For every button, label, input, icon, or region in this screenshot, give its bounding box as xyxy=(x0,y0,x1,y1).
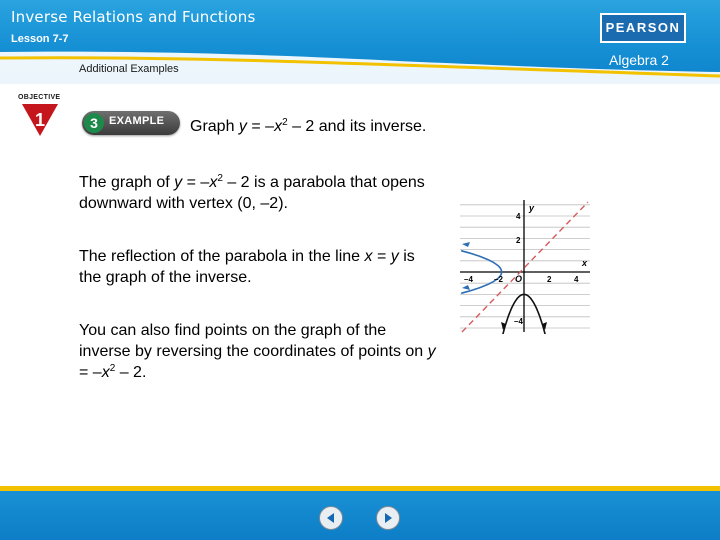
prompt-text-c: – 2 and its inverse. xyxy=(287,118,427,135)
right-arrow-icon xyxy=(377,507,399,529)
p1-text-a: The graph of xyxy=(79,174,175,191)
footer-bar xyxy=(0,486,720,540)
inverse-arrow-top xyxy=(462,242,470,247)
reflection-line xyxy=(462,202,588,332)
p1-text-c: – 2 is a parabola that opens downward with vertex (0, –2). xyxy=(79,174,425,212)
course-name: Algebra 2 xyxy=(609,52,669,68)
publisher-logo: PEARSON xyxy=(600,13,686,43)
y-tick-4: 4 xyxy=(516,212,521,221)
paragraph-vertex xyxy=(79,172,439,214)
p3-text-a: You can also find points on the graph of the inverse by reversing the coordinates of points on xyxy=(79,322,428,360)
left-arrow-icon xyxy=(320,507,342,529)
example-label: EXAMPLE xyxy=(109,115,165,127)
coordinate-graph xyxy=(458,198,592,334)
inverse-arrow-bottom xyxy=(462,285,470,290)
paragraph-reflection xyxy=(79,246,439,288)
x-tick-neg4: –4 xyxy=(464,275,473,284)
p3-var-x: x xyxy=(101,364,110,381)
y-tick-2: 2 xyxy=(516,236,521,245)
x-tick-2: 2 xyxy=(547,275,552,284)
objective-label: OBJECTIVE xyxy=(18,94,61,101)
p3-exponent: 2 xyxy=(109,363,116,374)
p3-var-y: y xyxy=(427,343,436,360)
x-tick-neg2: –2 xyxy=(494,275,503,284)
p1-var-x: x xyxy=(209,174,218,191)
lesson-number: Lesson 7-7 xyxy=(11,33,69,45)
objective-number: 1 xyxy=(34,110,46,130)
x-axis-label: x xyxy=(582,258,588,268)
p2-var-x: x xyxy=(364,248,373,265)
paragraph-reverse-coordinates xyxy=(79,320,439,383)
p2-text-a: The reflection of the parabola in the line xyxy=(79,248,365,265)
prompt-text-b: = – xyxy=(246,118,275,135)
x-tick-4: 4 xyxy=(574,275,579,284)
origin-label: O xyxy=(515,274,523,284)
example-badge xyxy=(82,111,180,135)
section-title: Additional Examples xyxy=(79,63,179,75)
example-prompt xyxy=(190,118,426,136)
p2-text-c: is the graph of the inverse. xyxy=(79,248,415,286)
p2-text-b: = xyxy=(372,248,391,265)
p3-text-c: – 2. xyxy=(115,364,147,381)
p3-text-b: = – xyxy=(79,364,102,381)
objective-shield-icon xyxy=(14,94,66,138)
prompt-var-x: x xyxy=(274,118,283,135)
next-slide-button[interactable] xyxy=(376,506,400,530)
previous-slide-button[interactable] xyxy=(319,506,343,530)
p2-var-y: y xyxy=(390,248,399,265)
p1-text-b: = – xyxy=(182,174,210,191)
deck-title: Inverse Relations and Functions xyxy=(11,8,256,26)
y-axis-label: y xyxy=(529,203,535,213)
prompt-exponent: 2 xyxy=(282,117,288,128)
y-tick-neg4: –4 xyxy=(514,317,523,326)
prompt-var-y: y xyxy=(238,118,247,135)
p1-var-y: y xyxy=(174,174,183,191)
objective-badge xyxy=(14,94,66,138)
p1-exponent: 2 xyxy=(217,173,223,184)
header-banner xyxy=(0,0,720,84)
example-number: 3 xyxy=(84,113,104,133)
prompt-text-a: Graph xyxy=(190,118,239,135)
